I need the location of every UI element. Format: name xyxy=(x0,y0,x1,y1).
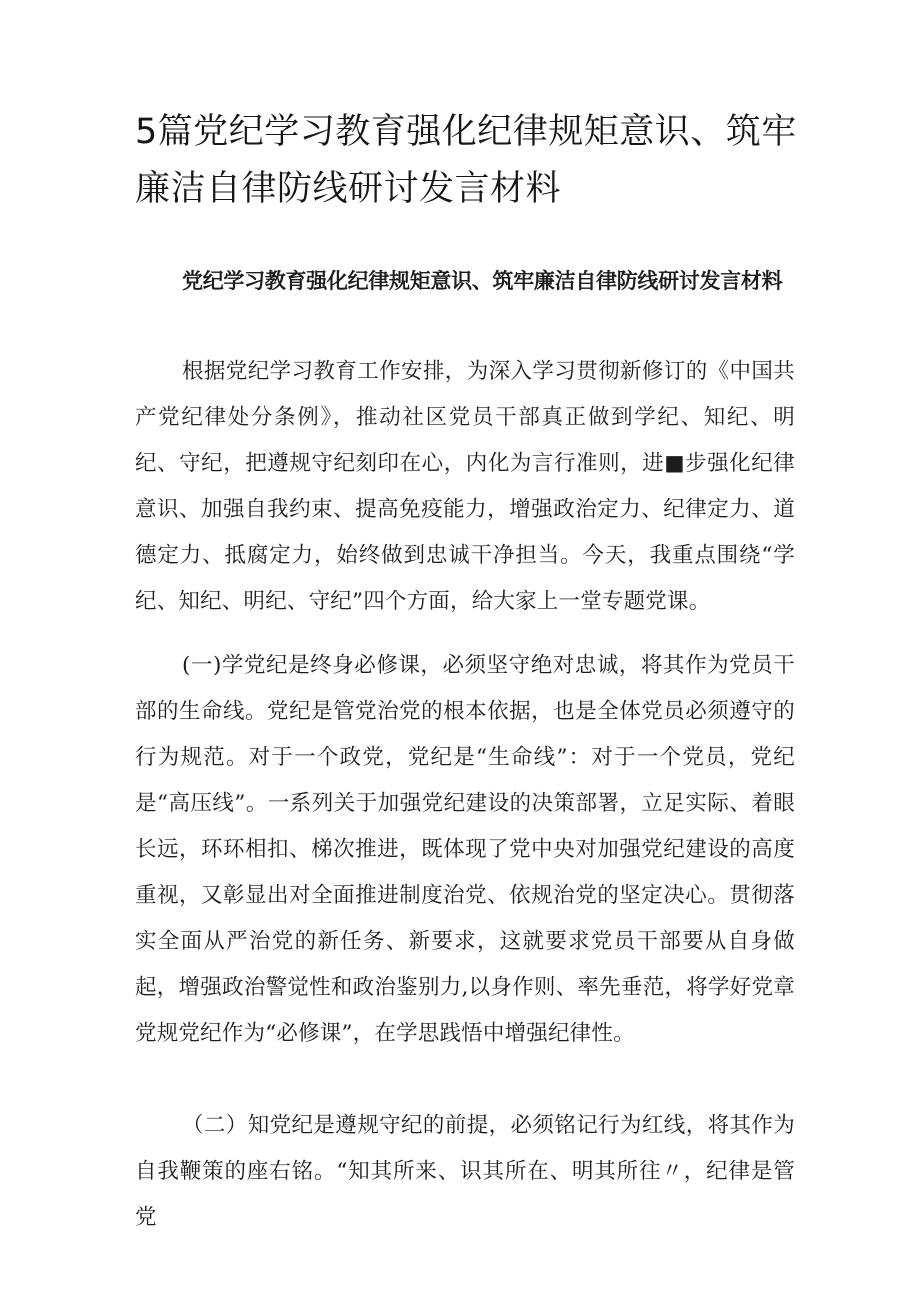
document-subtitle: 党纪学习教育强化纪律规矩意识、筑牢廉洁自律防线研讨发言材料 xyxy=(182,269,783,293)
paragraph-intro: 根据党纪学习教育工作安排，为深入学习贯彻新修订的《中国共产党纪律处分条例》，推动社区党员干部真正做到学纪、知纪、明纪、守纪，把遵规守纪刻印在心，内化为言行准则，进■步强化纪律意识、加强自我约束、提高免疫能力，增强政治定力、纪律定力、道德定力、抵腐定力，始终做到忠诚干净担当。今天，我重点围绕“学纪、知纪、明纪、守纪”四个方面，给大家上一堂专题党课。 xyxy=(135,359,795,614)
paragraph-section-1: (一)学党纪是终身必修课，必须坚守绝对忠诚，将其作为党员干部的生命线。党纪是管党治党的根本依据，也是全体党员必须遵守的行为规范。对于一个政党，党纪是“生命线”：对于一个党员，党纪是“高压线”。一系列关于加强党纪建设的决策部署，立足实际、着眼长远，环环相扣、梯次推进，既体现了党中央对加强党纪建设的高度重视，又彰显出对全面推进制度治党、依规治党的坚定决心。贯彻落实全面从严治党的新任务、新要求，这就要求党员干部要从自身做起，增强政治警觉性和政治鉴别力,以身作则、率先垂范，将学好党章党规党纪作为“必修课”，在学思践悟中增强纪律性。 xyxy=(135,653,795,1046)
paragraph-section-2: （二）知党纪是遵规守纪的前提，必须铭记行为红线，将其作为自我鞭策的座右铭。“知其所来、识其所在、明其所往〃，纪律是管党 xyxy=(135,1113,795,1230)
document-title: 5篇党纪学习教育强化纪律规矩意识、筑牢廉洁自律防线研讨发言材料 xyxy=(135,112,797,209)
